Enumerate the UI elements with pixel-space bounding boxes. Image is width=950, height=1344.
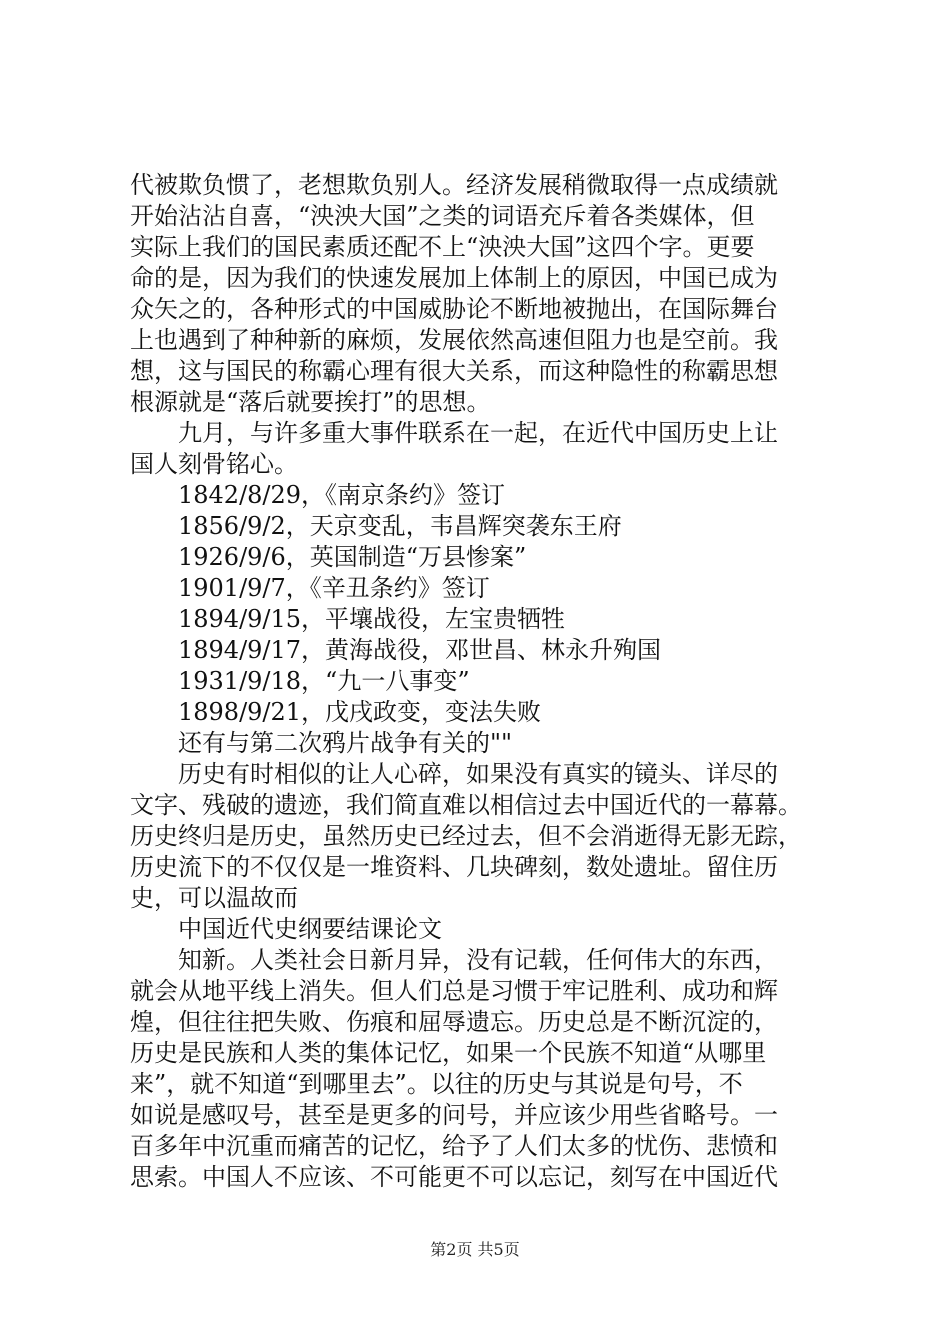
section-heading: 中国近代史纲要结课论文 xyxy=(178,915,442,943)
text-line: 来”，就不知道“到哪里去”。以往的历史与其说是句号，不 xyxy=(130,1070,743,1098)
text-line: 想，这与国民的称霸心理有很大关系，而这种隐性的称霸思想 xyxy=(130,357,778,385)
text-line: 史，可以温故而 xyxy=(130,884,298,912)
text-line: 国人刻骨铭心。 xyxy=(130,450,298,478)
document-body xyxy=(130,170,830,1193)
text-line: 就会从地平线上消失。但人们总是习惯于牢记胜利、成功和辉 xyxy=(130,977,778,1005)
text-line: 煌，但往往把失败、伤痕和屈辱遗忘。历史总是不断沉淀的， xyxy=(130,1008,778,1036)
event-item: 1856/9/2，天京变乱，韦昌辉突袭东王府 xyxy=(178,512,622,540)
event-item: 1842/8/29，《南京条约》签订 xyxy=(178,481,506,509)
text-line: 实际上我们的国民素质还配不上“泱泱大国”这四个字。更要 xyxy=(130,233,755,261)
event-item: 1898/9/21，戊戌政变，变法失败 xyxy=(178,698,542,726)
event-item: 1901/9/7，《辛丑条约》签订 xyxy=(178,574,490,602)
text-line: 命的是，因为我们的快速发展加上体制上的原因，中国已成为 xyxy=(130,264,778,292)
page-number-footer: 第2页 共5页 xyxy=(430,1240,520,1259)
event-item: 1931/9/18，“九一八事变” xyxy=(178,667,470,695)
text-line: 历史流下的不仅仅是一堆资料、几块碑刻，数处遗址。留住历 xyxy=(130,853,778,881)
event-item: 1926/9/6，英国制造“万县惨案” xyxy=(178,543,527,571)
text-line: 根源就是“落后就要挨打”的思想。 xyxy=(130,388,491,416)
text-line: 开始沾沾自喜，“泱泱大国”之类的词语充斥着各类媒体，但 xyxy=(130,202,755,230)
text-line: 代被欺负惯了，老想欺负别人。经济发展稍微取得一点成绩就 xyxy=(130,171,778,199)
paragraph-first-line: 九月，与许多重大事件联系在一起，在近代中国历史上让 xyxy=(178,419,778,447)
text-line: 百多年中沉重而痛苦的记忆，给予了人们太多的忧伤、悲愤和 xyxy=(130,1132,778,1160)
text-line: 如说是感叹号，甚至是更多的问号，并应该少用些省略号。一 xyxy=(130,1101,778,1129)
paragraph-first-line: 知新。人类社会日新月异，没有记载，任何伟大的东西， xyxy=(178,946,778,974)
text-line: 历史终归是历史，虽然历史已经过去，但不会消逝得无影无踪， xyxy=(130,822,802,850)
text-line: 文字、残破的遗迹，我们简直难以相信过去中国近代的一幕幕。 xyxy=(130,791,802,819)
paragraph-first-line: 历史有时相似的让人心碎，如果没有真实的镜头、详尽的 xyxy=(178,760,778,788)
text-line: 思索。中国人不应该、不可能更不可以忘记，刻写在中国近代 xyxy=(130,1163,778,1191)
text-line: 上也遇到了种种新的麻烦，发展依然高速但阻力也是空前。我 xyxy=(130,326,778,354)
event-item: 1894/9/17，黄海战役，邓世昌、林永升殉国 xyxy=(178,636,662,664)
event-item: 1894/9/15，平壤战役，左宝贵牺牲 xyxy=(178,605,566,633)
text-line: 众矢之的，各种形式的中国威胁论不断地被抛出，在国际舞台 xyxy=(130,295,778,323)
event-item: 还有与第二次鸦片战争有关的"" xyxy=(178,729,513,757)
text-line: 历史是民族和人类的集体记忆，如果一个民族不知道“从哪里 xyxy=(130,1039,767,1067)
